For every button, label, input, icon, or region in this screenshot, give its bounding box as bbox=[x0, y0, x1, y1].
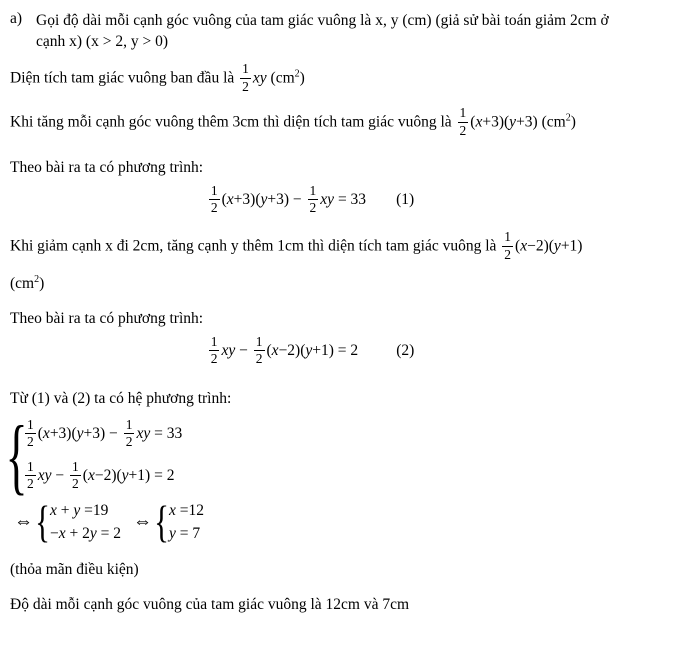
fraction: $\frac{1}{2}$ bbox=[242, 61, 249, 94]
condition-note: (thỏa mãn điều kiện) bbox=[10, 561, 139, 579]
system-equations bbox=[23, 413, 182, 497]
reduced-equation-2: −x + 2y = 2 bbox=[50, 525, 122, 543]
equation-1: $\frac{1}{2}$ (x+3)(y+3) − $\frac{1}{2}$ xy = 33 (1) bbox=[210, 182, 415, 216]
fraction: $\frac{1}{2}$ bbox=[210, 182, 218, 216]
conclusion-line: Độ dài mỗi cạnh góc vuông của tam giác vuông là 12cm và 7cm bbox=[10, 596, 410, 614]
iff-symbol-1: ⇔ bbox=[14, 511, 33, 533]
system-intro: Từ (1) và (2) ta có hệ phương trình: bbox=[10, 390, 232, 408]
fraction: $\frac{1}{2}$ bbox=[210, 333, 218, 367]
fraction: $\frac{1}{2}$ bbox=[72, 458, 79, 492]
fraction: $\frac{1}{2}$ bbox=[27, 458, 34, 492]
system-equation-2: $\frac{1}{2}$ xy − $\frac{1}{2}$ (x−2)(y+1) = 2 bbox=[27, 458, 175, 492]
fraction: $\frac{1}{2}$ bbox=[27, 416, 34, 450]
decrease-case-line: Khi giảm cạnh x đi 2cm, tăng cạnh y thêm 1cm thì diện tích tam giác vuông là $\frac{1}{2}$ (x−2)(y+1) bbox=[10, 229, 583, 262]
item-label: a) bbox=[10, 10, 23, 27]
decrease-case-unit: $(cm^2)$ bbox=[10, 274, 45, 293]
solution-x: x =12 bbox=[169, 502, 205, 520]
system-of-equations bbox=[5, 408, 667, 503]
reduced-equation-1: x + y =19 bbox=[50, 502, 109, 520]
initial-area-line: Diện tích tam giác vuông ban đầu là $\frac{1}{2}$ xy $(cm^2)$ bbox=[10, 61, 305, 94]
problem-setup-paragraph bbox=[10, 10, 667, 52]
fraction: $\frac{1}{2}$ bbox=[459, 105, 467, 138]
setup-text bbox=[36, 10, 609, 52]
equation-1-intro: Theo bài ra ta có phương trình: bbox=[10, 159, 204, 177]
setup-line-1: Gọi độ dài mỗi cạnh góc vuông của tam giác vuông là x, y (cm) (giả sử bài toán giảm 2cm ở bbox=[36, 12, 609, 29]
reduced-system bbox=[50, 499, 121, 545]
fraction: $\frac{1}{2}$ bbox=[504, 229, 512, 262]
increase-case-line: Khi tăng mỗi cạnh góc vuông thêm 3cm thì diện tích tam giác vuông là $\frac{1}{2}$ (x+3)(y+3) $(cm^2)$ bbox=[10, 105, 576, 138]
setup-line-2: cạnh x) (x > 2, y > 0) bbox=[36, 33, 168, 50]
reduced-system-brace: { bbox=[35, 496, 50, 548]
solution-system bbox=[169, 499, 204, 545]
fraction: $\frac{1}{2}$ bbox=[309, 182, 317, 216]
equivalence-row bbox=[10, 496, 667, 548]
equation-2: $\frac{1}{2}$ xy − $\frac{1}{2}$ (x−2)(y+1) = 2 (2) bbox=[210, 333, 415, 367]
fraction: $\frac{1}{2}$ bbox=[125, 416, 133, 450]
iff-symbol-2: ⇔ bbox=[133, 511, 153, 533]
system-equation-1: $\frac{1}{2}$ (x+3)(y+3) − $\frac{1}{2}$ xy = 33 bbox=[27, 416, 183, 450]
solution-y: y = 7 bbox=[169, 525, 201, 543]
fraction: $\frac{1}{2}$ bbox=[255, 333, 263, 367]
equation-2-intro: Theo bài ra ta có phương trình: bbox=[10, 310, 204, 328]
solution-system-brace: { bbox=[154, 496, 169, 548]
system-left-brace: { bbox=[5, 408, 28, 503]
